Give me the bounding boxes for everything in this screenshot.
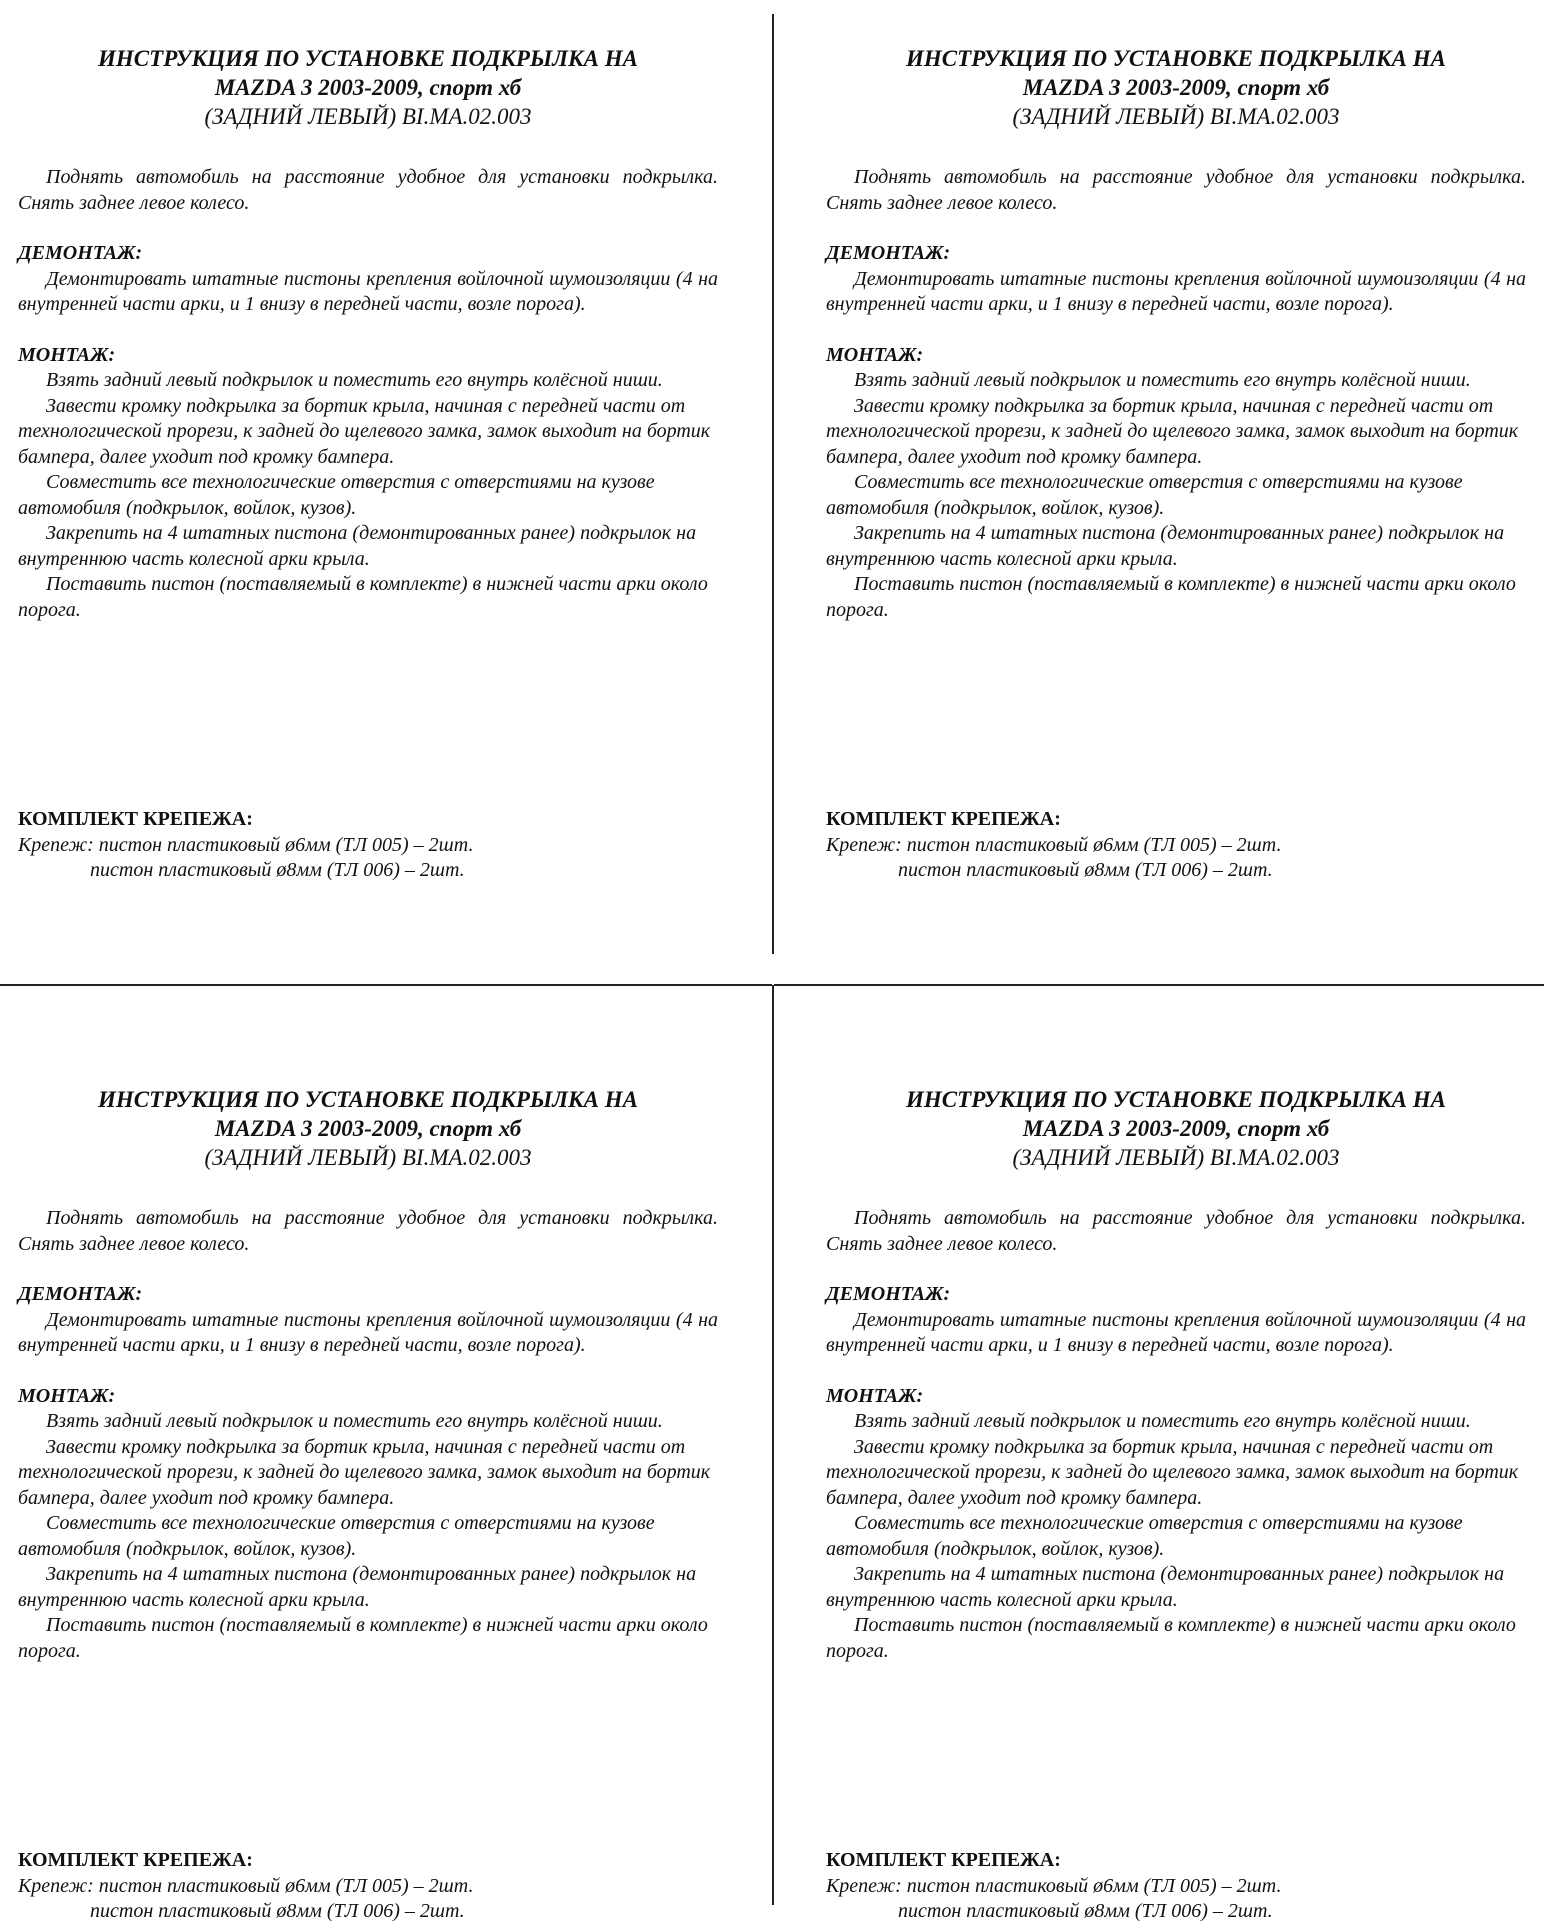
kit-heading: КОМПЛЕКТ КРЕПЕЖА: bbox=[826, 808, 1061, 830]
panel-title-line1: ИНСТРУКЦИЯ ПО УСТАНОВКЕ ПОДКРЫЛКА НА bbox=[906, 46, 1446, 71]
mount-step: Завести кромку подкрылка за бортик крыла, начиная с передней части от технологической прорези, к задней до щелевого замка, замок выходит на бортик бампера, далее уходит под кромку бампера. bbox=[826, 394, 1519, 468]
kit-line-1: Крепеж: пистон пластиковый ø6мм (ТЛ 005) – 2шт. bbox=[18, 1874, 474, 1897]
panel-title-line1: ИНСТРУКЦИЯ ПО УСТАНОВКЕ ПОДКРЫЛКА НА bbox=[906, 1087, 1446, 1112]
mount-step: Поставить пистон (поставляемый в комплекте) в нижней части арки около порога. bbox=[18, 573, 708, 621]
kit-line-1: Крепеж: пистон пластиковый ø6мм (ТЛ 005) – 2шт. bbox=[18, 833, 474, 856]
mount-step: Взять задний левый подкрылок и поместить его внутрь колёсной ниши. bbox=[854, 369, 1471, 391]
panel-title-line2: MAZDA 3 2003-2009, спорт хб bbox=[1022, 1116, 1330, 1141]
horizontal-cut-line-right bbox=[774, 984, 1544, 986]
panel-title-line3: (ЗАДНИЙ ЛЕВЫЙ) BI.MA.02.003 bbox=[204, 104, 532, 129]
mount-step: Закрепить на 4 штатных пистона (демонтированных ранее) подкрылок на внутреннюю часть колесной арки крыла. bbox=[18, 1563, 697, 1611]
mount-step: Совместить все технологические отверстия с отверстиями на кузове автомобиля (подкрылок, войлок, кузов). bbox=[826, 471, 1463, 519]
dismount-heading: ДЕМОНТАЖ: bbox=[18, 1283, 143, 1305]
instruction-panel-bottom-right bbox=[826, 1085, 1526, 1922]
instruction-panel-bottom-left bbox=[18, 1085, 718, 1922]
mount-step: Совместить все технологические отверстия с отверстиями на кузове автомобиля (подкрылок, войлок, кузов). bbox=[18, 471, 655, 519]
panel-title-line2: MAZDA 3 2003-2009, спорт хб bbox=[214, 1116, 522, 1141]
panel-title-line3: (ЗАДНИЙ ЛЕВЫЙ) BI.MA.02.003 bbox=[1012, 1145, 1340, 1170]
mount-step: Взять задний левый подкрылок и поместить его внутрь колёсной ниши. bbox=[854, 1410, 1471, 1432]
fastener-kit bbox=[18, 807, 718, 884]
panel-title-line2: MAZDA 3 2003-2009, спорт хб bbox=[214, 75, 522, 100]
mount-step: Поставить пистон (поставляемый в комплекте) в нижней части арки около порога. bbox=[826, 573, 1516, 621]
mount-step: Взять задний левый подкрылок и поместить его внутрь колёсной ниши. bbox=[46, 369, 663, 391]
intro-paragraph: Поднять автомобиль на расстояние удобное для установки подкрылка. Снять заднее левое колесо. bbox=[18, 1207, 718, 1255]
dismount-paragraph: Демонтировать штатные пистоны крепления войлочной шумоизоляции (4 на внутренней части арки, и 1 внизу в передней части, возле порога). bbox=[18, 267, 718, 315]
mount-step: Закрепить на 4 штатных пистона (демонтированных ранее) подкрылок на внутреннюю часть колесной арки крыла. bbox=[826, 1563, 1505, 1611]
dismount-paragraph: Демонтировать штатные пистоны крепления войлочной шумоизоляции (4 на внутренней части арки, и 1 внизу в передней части, возле порога). bbox=[18, 1308, 718, 1356]
intro-paragraph: Поднять автомобиль на расстояние удобное для установки подкрылка. Снять заднее левое колесо. bbox=[826, 1207, 1526, 1255]
mount-heading: МОНТАЖ: bbox=[18, 1384, 116, 1407]
mount-step: Совместить все технологические отверстия с отверстиями на кузове автомобиля (подкрылок, войлок, кузов). bbox=[18, 1512, 655, 1560]
dismount-heading: ДЕМОНТАЖ: bbox=[826, 242, 951, 264]
panel-title-line3: (ЗАДНИЙ ЛЕВЫЙ) BI.MA.02.003 bbox=[1012, 104, 1340, 129]
fastener-kit bbox=[18, 1848, 718, 1925]
mount-step: Завести кромку подкрылка за бортик крыла, начиная с передней части от технологической прорези, к задней до щелевого замка, замок выходит на бортик бампера, далее уходит под кромку бампера. bbox=[826, 1435, 1519, 1509]
mount-step: Закрепить на 4 штатных пистона (демонтированных ранее) подкрылок на внутреннюю часть колесной арки крыла. bbox=[826, 522, 1505, 570]
panel-title-line1: ИНСТРУКЦИЯ ПО УСТАНОВКЕ ПОДКРЫЛКА НА bbox=[98, 46, 638, 71]
mount-step: Поставить пистон (поставляемый в комплекте) в нижней части арки около порога. bbox=[826, 1614, 1516, 1662]
kit-line-1: Крепеж: пистон пластиковый ø6мм (ТЛ 005) – 2шт. bbox=[826, 833, 1282, 856]
mount-step: Взять задний левый подкрылок и поместить его внутрь колёсной ниши. bbox=[46, 1410, 663, 1432]
kit-line-2: пистон пластиковый ø8мм (ТЛ 006) – 2шт. bbox=[898, 859, 1273, 881]
dismount-heading: ДЕМОНТАЖ: bbox=[826, 1283, 951, 1305]
intro-paragraph: Поднять автомобиль на расстояние удобное для установки подкрылка. Снять заднее левое колесо. bbox=[18, 166, 718, 214]
panel-title-line1: ИНСТРУКЦИЯ ПО УСТАНОВКЕ ПОДКРЫЛКА НА bbox=[98, 1087, 638, 1112]
vertical-cut-line-top bbox=[772, 14, 774, 954]
kit-line-1: Крепеж: пистон пластиковый ø6мм (ТЛ 005) – 2шт. bbox=[826, 1874, 1282, 1897]
mount-heading: МОНТАЖ: bbox=[826, 1384, 924, 1407]
mount-step: Совместить все технологические отверстия с отверстиями на кузове автомобиля (подкрылок, войлок, кузов). bbox=[826, 1512, 1463, 1560]
fastener-kit bbox=[826, 807, 1526, 884]
intro-paragraph: Поднять автомобиль на расстояние удобное для установки подкрылка. Снять заднее левое колесо. bbox=[826, 166, 1526, 214]
mount-heading: МОНТАЖ: bbox=[826, 343, 924, 366]
dismount-paragraph: Демонтировать штатные пистоны крепления войлочной шумоизоляции (4 на внутренней части арки, и 1 внизу в передней части, возле порога). bbox=[826, 1308, 1526, 1356]
dismount-paragraph: Демонтировать штатные пистоны крепления войлочной шумоизоляции (4 на внутренней части арки, и 1 внизу в передней части, возле порога). bbox=[826, 267, 1526, 315]
mount-step: Завести кромку подкрылка за бортик крыла, начиная с передней части от технологической прорези, к задней до щелевого замка, замок выходит на бортик бампера, далее уходит под кромку бампера. bbox=[18, 394, 711, 468]
mount-heading: МОНТАЖ: bbox=[18, 343, 116, 366]
mount-step: Поставить пистон (поставляемый в комплекте) в нижней части арки около порога. bbox=[18, 1614, 708, 1662]
fastener-kit bbox=[826, 1848, 1526, 1925]
vertical-cut-line-bottom bbox=[772, 985, 774, 1905]
horizontal-cut-line-left bbox=[0, 984, 772, 986]
instruction-panel-top-left bbox=[18, 44, 718, 881]
kit-heading: КОМПЛЕКТ КРЕПЕЖА: bbox=[18, 808, 253, 830]
mount-step: Завести кромку подкрылка за бортик крыла, начиная с передней части от технологической прорези, к задней до щелевого замка, замок выходит на бортик бампера, далее уходит под кромку бампера. bbox=[18, 1435, 711, 1509]
kit-line-2: пистон пластиковый ø8мм (ТЛ 006) – 2шт. bbox=[90, 1900, 465, 1922]
kit-line-2: пистон пластиковый ø8мм (ТЛ 006) – 2шт. bbox=[898, 1900, 1273, 1922]
kit-line-2: пистон пластиковый ø8мм (ТЛ 006) – 2шт. bbox=[90, 859, 465, 881]
mount-step: Закрепить на 4 штатных пистона (демонтированных ранее) подкрылок на внутреннюю часть колесной арки крыла. bbox=[18, 522, 697, 570]
panel-title-line2: MAZDA 3 2003-2009, спорт хб bbox=[1022, 75, 1330, 100]
panel-title-line3: (ЗАДНИЙ ЛЕВЫЙ) BI.MA.02.003 bbox=[204, 1145, 532, 1170]
kit-heading: КОМПЛЕКТ КРЕПЕЖА: bbox=[18, 1849, 253, 1871]
kit-heading: КОМПЛЕКТ КРЕПЕЖА: bbox=[826, 1849, 1061, 1871]
instruction-panel-top-right bbox=[826, 44, 1526, 881]
dismount-heading: ДЕМОНТАЖ: bbox=[18, 242, 143, 264]
